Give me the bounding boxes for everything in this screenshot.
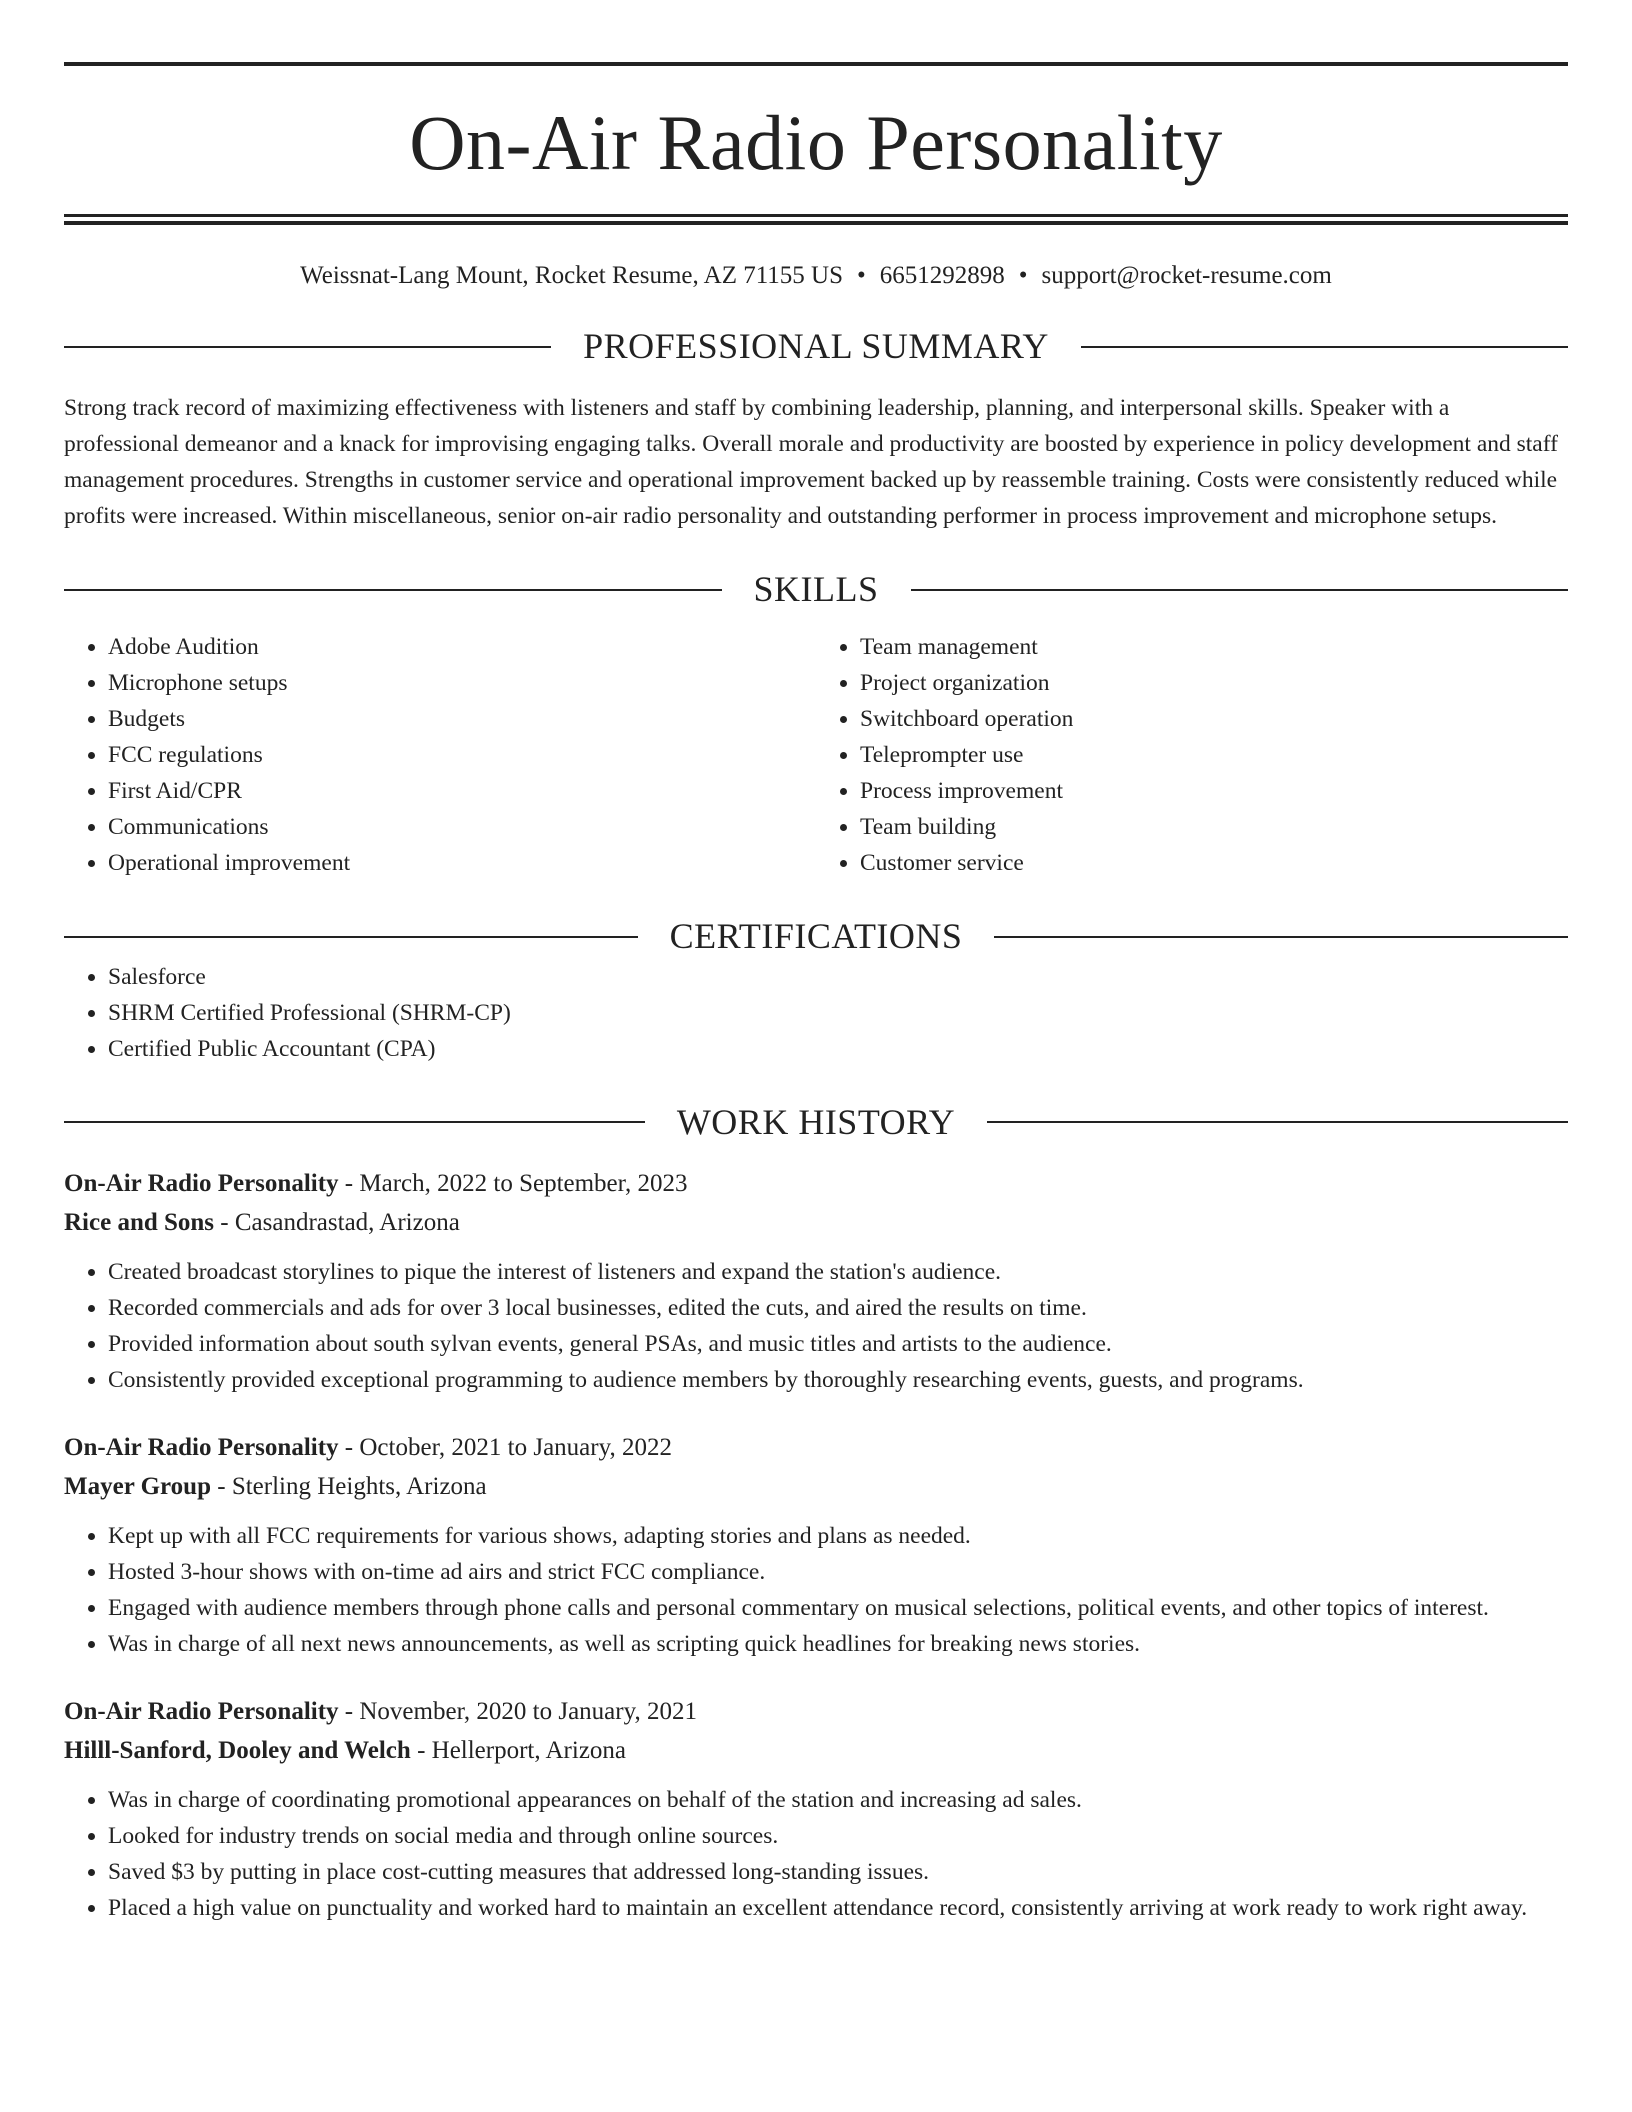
divider-line [994, 936, 1568, 938]
skill-item: • Customer service [860, 845, 1568, 881]
job-duty: • Saved $3 by putting in place cost-cutting measures that addressed long-standing issues. [108, 1854, 1568, 1890]
job-entry [64, 1164, 1568, 1398]
resume-title: On-Air Radio Personality [409, 99, 1223, 186]
job-location: - Hellerport, Arizona [410, 1736, 627, 1764]
top-rule [64, 62, 1568, 66]
certifications-list [64, 959, 1568, 1067]
job-duty: • Created broadcast storylines to pique the interest of listeners and expand the station's audience. [108, 1254, 1568, 1290]
skill-item: • Process improvement [860, 773, 1568, 809]
section-title-certifications: CERTIFICATIONS [669, 916, 963, 957]
job-title-line [64, 1164, 1568, 1203]
title-double-rule [64, 214, 1568, 225]
divider-line [987, 1121, 1568, 1123]
section-heading-summary [64, 325, 1568, 368]
skill-item: • Operational improvement [108, 845, 816, 881]
job-duty: • Was in charge of coordinating promotional appearances on behalf of the station and increasing ad sales. [108, 1782, 1568, 1818]
certification-item: • SHRM Certified Professional (SHRM-CP) [108, 995, 1568, 1031]
job-dates: - October, 2021 to January, 2022 [338, 1433, 672, 1461]
job-title: On-Air Radio Personality [64, 1169, 339, 1197]
contact-address: Weissnat-Lang Mount, Rocket Resume, AZ 71155 US [300, 262, 843, 289]
section-title-work-history: WORK HISTORY [676, 1101, 956, 1142]
certification-item: • Salesforce [108, 959, 1568, 995]
divider-line [64, 346, 551, 348]
job-title: On-Air Radio Personality [64, 1433, 339, 1461]
job-duty: • Consistently provided exceptional programming to audience members by thoroughly researching events, guests, and programs. [108, 1362, 1568, 1398]
contact-email: support@rocket-resume.com [1041, 262, 1332, 289]
skill-item: • Team building [860, 809, 1568, 845]
job-company: Mayer Group [64, 1472, 211, 1500]
job-duty: • Kept up with all FCC requirements for various shows, adapting stories and plans as needed. [108, 1518, 1568, 1554]
job-location: - Sterling Heights, Arizona [211, 1472, 487, 1500]
contact-phone: 6651292898 [879, 262, 1005, 289]
job-duties-list [64, 1518, 1568, 1662]
skill-item: • FCC regulations [108, 737, 816, 773]
job-entry [64, 1428, 1568, 1662]
skills-list-left [64, 629, 816, 881]
skill-item: • Communications [108, 809, 816, 845]
job-company-line [64, 1731, 1568, 1770]
job-duty: • Engaged with audience members through phone calls and personal commentary on musical selections, political events, and other topics of interest. [108, 1590, 1568, 1626]
skill-item: • Adobe Audition [108, 629, 816, 665]
job-duties-list [64, 1254, 1568, 1398]
job-duty: • Placed a high value on punctuality and worked hard to maintain an excellent attendance record, consistently arriving at work ready to work right away. [108, 1890, 1568, 1926]
job-dates: - November, 2020 to January, 2021 [338, 1697, 697, 1725]
section-title-skills: SKILLS [753, 569, 879, 610]
job-entry [64, 1692, 1568, 1926]
job-company: Hilll-Sanford, Dooley and Welch [64, 1736, 411, 1764]
divider-line [64, 589, 722, 591]
divider-line [64, 1121, 645, 1123]
contact-separator: • [1018, 262, 1028, 289]
job-duty: • Recorded commercials and ads for over 3 local businesses, edited the cuts, and aired the results on time. [108, 1290, 1568, 1326]
certification-item: • Certified Public Accountant (CPA) [108, 1031, 1568, 1067]
skills-columns [64, 629, 1568, 881]
divider-line [1081, 346, 1568, 348]
skill-item: • First Aid/CPR [108, 773, 816, 809]
job-duties-list [64, 1782, 1568, 1926]
section-heading-skills [64, 568, 1568, 611]
section-heading-certifications [64, 915, 1568, 958]
skill-item: • Budgets [108, 701, 816, 737]
contact-line [64, 261, 1568, 291]
divider-line [911, 589, 1569, 591]
section-title-summary: PROFESSIONAL SUMMARY [583, 326, 1049, 366]
skill-item: • Team management [860, 629, 1568, 665]
job-location: - Casandrastad, Arizona [214, 1208, 460, 1236]
job-title: On-Air Radio Personality [64, 1697, 339, 1725]
section-heading-work-history [64, 1101, 1568, 1144]
contact-separator: • [857, 262, 866, 289]
summary-paragraph: Strong track record of maximizing effectiveness with listeners and staff by combining leadership, planning, and interpersonal skills. Speaker with a professional demeanor and a knack for improvising engaging talks. Overall morale and productivity are boosted by experience in policy development and staff management procedures. Strengths in customer service and operational improvement backed up by reassemble training. Costs were consistently reduced while profits were increased. Within miscellaneous, senior on-air radio personality and outstanding performer in process improvement and microphone setups. [64, 395, 1558, 530]
job-company: Rice and Sons [64, 1208, 215, 1236]
skill-item: • Switchboard operation [860, 701, 1568, 737]
skill-item: • Teleprompter use [860, 737, 1568, 773]
skill-item: • Project organization [860, 665, 1568, 701]
divider-line [64, 936, 638, 938]
job-company-line [64, 1467, 1568, 1506]
job-duty: • Hosted 3-hour shows with on-time ad airs and strict FCC compliance. [108, 1554, 1568, 1590]
skills-list-right [816, 629, 1568, 881]
job-duty: • Provided information about south sylvan events, general PSAs, and music titles and artists to the audience. [108, 1326, 1568, 1362]
job-title-line [64, 1428, 1568, 1467]
job-duty: • Was in charge of all next news announcements, as well as scripting quick headlines for breaking news stories. [108, 1626, 1568, 1662]
skill-item: • Microphone setups [108, 665, 816, 701]
job-title-line [64, 1692, 1568, 1731]
job-duty: • Looked for industry trends on social media and through online sources. [108, 1818, 1568, 1854]
job-dates: - March, 2022 to September, 2023 [338, 1169, 688, 1197]
job-company-line [64, 1203, 1568, 1242]
